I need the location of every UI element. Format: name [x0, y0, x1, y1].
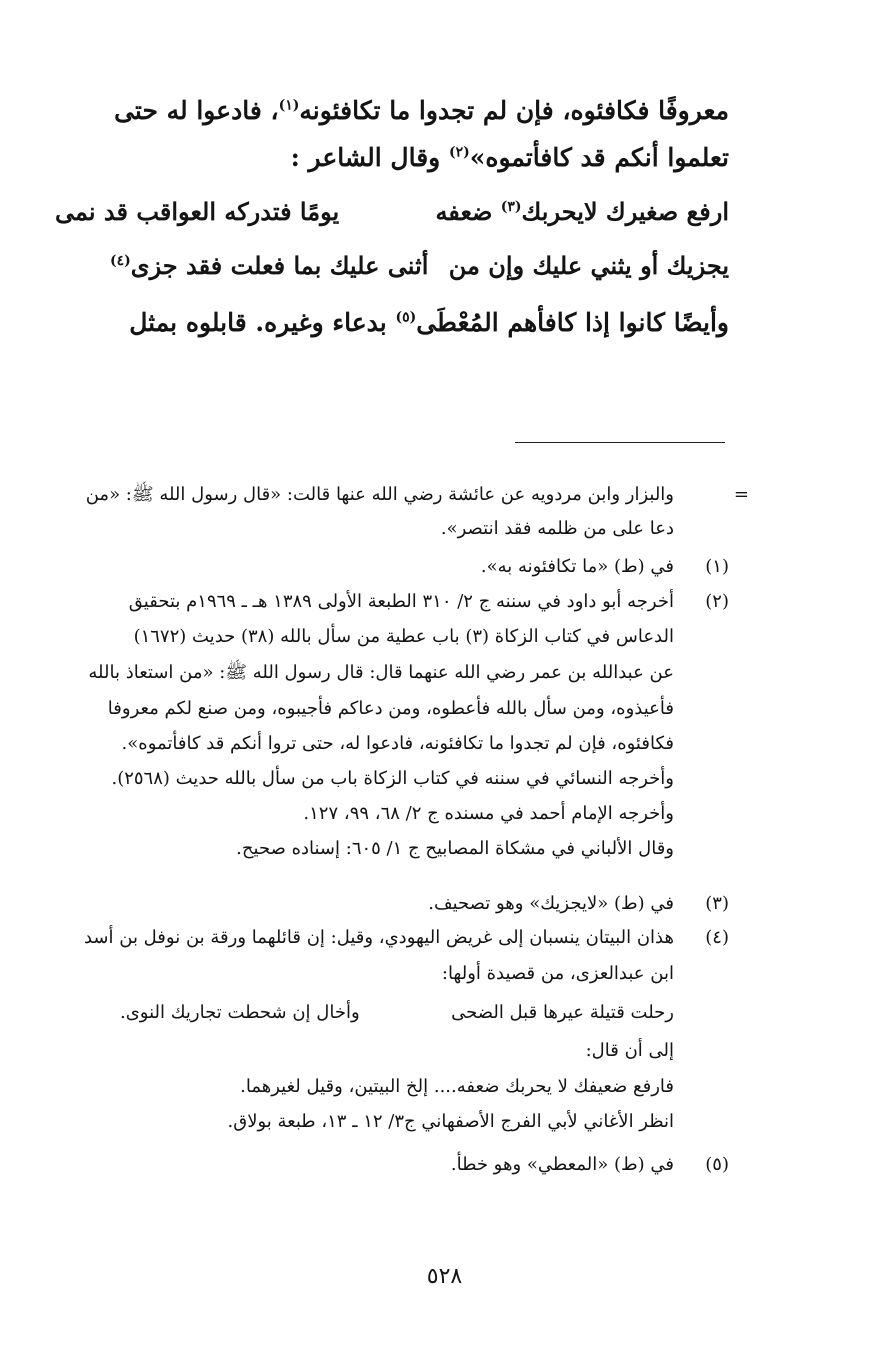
footnote-5-text: في (ط) «المعطي» وهو خطأ. — [450, 1154, 674, 1175]
footnote-continuation-marker: = — [733, 484, 749, 505]
poem-verse-1-first-hemistich: ارفع صغيرك لايحربك$^{(٣)}$ ضعفه — [435, 197, 729, 226]
footnote-3-text: في (ط) «لايجزيك» وهو تصحيف. — [428, 893, 674, 914]
footnote-ref-2: (٢) — [448, 144, 470, 161]
footnote-number-3: (٣) — [705, 893, 729, 914]
footnote-4-line: فارفع ضعيفك لا يحربك ضعفه.... إلخ البيتين، وقيل لغيرهما. — [240, 1076, 674, 1097]
footnote-ref-1: (١) — [278, 97, 300, 114]
main-text-line-3: وأيضًا كانوا إذا كافأهم المُعْطَى$^{(٥)}$ بدعاء وغيره. قابلوه بمثل — [129, 308, 729, 337]
footnote-number-1: (١) — [705, 556, 729, 577]
main-text-line-1: معروفًا فكافئوه، فإن لم تجدوا ما تكافئونه$^{(١)}$، فادعوا له حتى — [114, 96, 729, 125]
footnote-separator — [515, 442, 725, 443]
footnote-2-line: فأعيذوه، ومن سأل بالله فأعطوه، ومن دعاكم فأجيبوه، ومن صنع لكم معروفا — [107, 698, 674, 719]
footnote-1-text: في (ط) «ما تكافئونه به». — [480, 556, 674, 577]
footnote-4-verse-second: وأخال إن شحطت تجاريك النوى. — [120, 1002, 360, 1023]
page-number: ٥٢٨ — [426, 1264, 463, 1289]
footnote-4-line: انظر الأغاني لأبي الفرج الأصفهاني ج٣/ ١٢ ـ ١٣، طبعة بولاق. — [227, 1111, 674, 1132]
footnote-number-5: (٥) — [705, 1154, 729, 1175]
footnote-2-line: فكافئوه، فإن لم تجدوا ما تكافئونه، فادعوا له، حتى تروا أنكم قد كافأتموه». — [121, 733, 674, 754]
footnote-2-line: وأخرجه النسائي في سننه في كتاب الزكاة باب من سأل بالله حديث (٢٥٦٨). — [111, 768, 674, 789]
footnote-4-verse-first: رحلت قتيلة عيرها قبل الضحى — [451, 1002, 674, 1023]
poem-verse-1-second-hemistich: يومًا فتدركه العواقب قد نمى — [55, 197, 340, 226]
footnote-continuation-line: دعا على من ظلمه فقد انتصر». — [440, 518, 674, 539]
footnote-continuation-line: والبزار وابن مردويه عن عائشة رضي الله عنها قالت: «قال رسول الله ﷺ: «من — [85, 484, 674, 505]
footnote-ref-4: (٤) — [110, 253, 131, 269]
footnote-ref-3: (٣) — [500, 199, 522, 215]
footnote-2-line: وقال الألباني في مشكاة المصابيح ج ١/ ٦٠٥: إسناده صحيح. — [236, 838, 674, 859]
footnote-4-line: ابن عبدالعزى، من قصيدة أولها: — [441, 963, 674, 984]
footnote-2-line: وأخرجه الإمام أحمد في مسنده ج ٢/ ٦٨، ٩٩، ١٢٧. — [303, 803, 674, 824]
footnote-4-line: هذان البيتان ينسبان إلى غريض اليهودي، وقيل: إن قائلهما ورقة بن نوفل بن أسد — [83, 927, 674, 948]
footnote-number-2: (٢) — [705, 591, 729, 612]
footnote-2-line: الدعاس في كتاب الزكاة (٣) باب عطية من سأل بالله (٣٨) حديث (١٦٧٢) — [133, 626, 674, 647]
footnote-number-4: (٤) — [705, 927, 729, 948]
main-text-line-2: تعلموا أنكم قد كافأتموه»$^{(٢)}$ وقال الشاعر : — [290, 143, 729, 172]
footnote-4-line: إلى أن قال: — [585, 1040, 674, 1061]
footnote-2-line: عن عبدالله بن عمر رضي الله عنهما قال: قال رسول الله ﷺ: «من استعاذ بالله — [88, 662, 674, 683]
footnote-ref-5: (٥) — [395, 309, 417, 326]
poem-verse-2-first-hemistich: يجزيك أو يثني عليك وإن من — [448, 251, 729, 280]
footnote-2-line: أخرجه أبو داود في سننه ج ٢/ ٣١٠ الطبعة الأولى ١٣٨٩ هـ ـ ١٩٦٩م بتحقيق — [128, 591, 674, 612]
poem-verse-2-second-hemistich: أثنى عليك بما فعلت فقد جزى$^{(٤)}$ — [110, 251, 429, 280]
